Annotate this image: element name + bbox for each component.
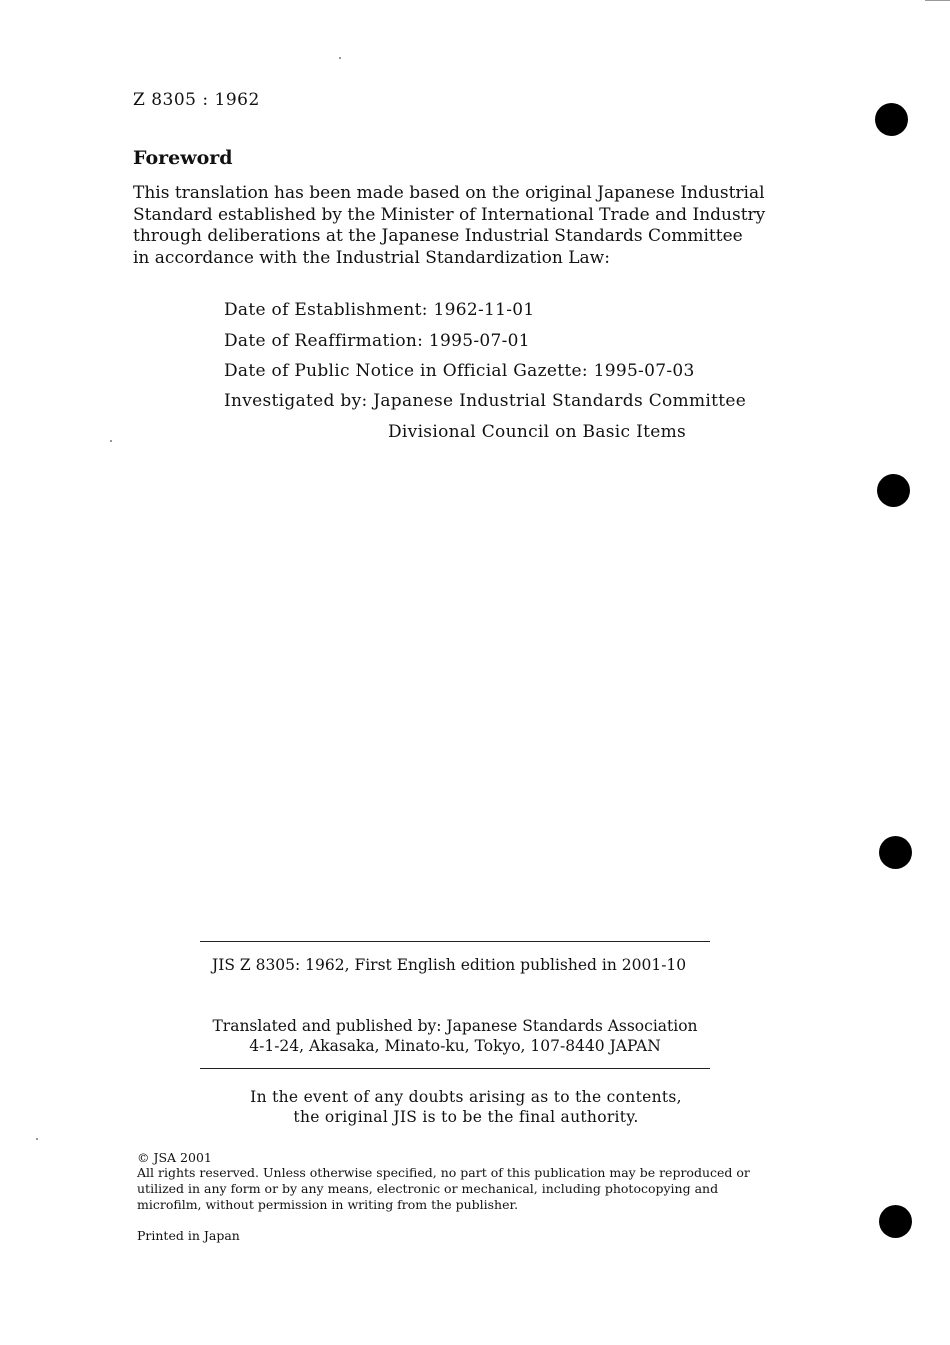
rights-statement bbox=[137, 1165, 777, 1213]
punch-hole bbox=[879, 836, 912, 869]
authority-line: In the event of any doubts arising as to the contents, bbox=[250, 1088, 682, 1106]
publisher-address: 4-1-24, Akasaka, Minato-ku, Tokyo, 107-8440 JAPAN bbox=[249, 1037, 661, 1055]
foreword-line: through deliberations at the Japanese Industrial Standards Committee bbox=[133, 226, 743, 246]
publisher-block bbox=[200, 1016, 710, 1056]
publisher-name: Translated and published by: Japanese Standards Association bbox=[212, 1017, 698, 1035]
divider-bottom bbox=[200, 1068, 710, 1069]
investigated-by-continuation: Divisional Council on Basic Items bbox=[388, 422, 687, 442]
investigated-by: Investigated by: Japanese Industrial Standards Committee bbox=[224, 391, 747, 411]
foreword-line: Standard established by the Minister of International Trade and Industry bbox=[133, 204, 766, 225]
date-of-public-notice: Date of Public Notice in Official Gazette: 1995-07-03 bbox=[224, 361, 695, 381]
punch-hole bbox=[879, 1205, 912, 1238]
authority-line: the original JIS is to be the final authority. bbox=[293, 1108, 639, 1126]
foreword-heading: Foreword bbox=[133, 147, 233, 169]
rights-line: utilized in any form or by any means, electronic or mechanical, including photocopying and bbox=[137, 1181, 719, 1196]
scan-speck bbox=[36, 1138, 38, 1140]
date-of-establishment: Date of Establishment: 1962-11-01 bbox=[224, 300, 535, 320]
scan-edge-mark bbox=[925, 0, 950, 1]
authority-notice bbox=[200, 1087, 732, 1127]
foreword-paragraph bbox=[133, 183, 793, 269]
date-of-reaffirmation: Date of Reaffirmation: 1995-07-01 bbox=[224, 331, 530, 351]
punch-hole bbox=[875, 103, 908, 136]
scan-speck bbox=[110, 440, 112, 442]
printed-in: Printed in Japan bbox=[137, 1228, 240, 1243]
rights-line: microfilm, without permission in writing from the publisher. bbox=[137, 1197, 519, 1212]
scan-speck bbox=[339, 57, 341, 59]
divider-top bbox=[200, 941, 710, 942]
rights-line: All rights reserved. Unless otherwise specified, no part of this publication may be reproduced or bbox=[137, 1165, 750, 1180]
foreword-line: This translation has been made based on the original Japanese Industrial bbox=[133, 183, 765, 203]
document-id: Z 8305 : 1962 bbox=[133, 90, 260, 110]
foreword-line: in accordance with the Industrial Standardization Law: bbox=[133, 247, 610, 268]
punch-hole bbox=[877, 474, 910, 507]
edition-statement: JIS Z 8305: 1962, First English edition published in 2001-10 bbox=[212, 956, 687, 974]
copyright-notice: © JSA 2001 bbox=[137, 1150, 212, 1165]
